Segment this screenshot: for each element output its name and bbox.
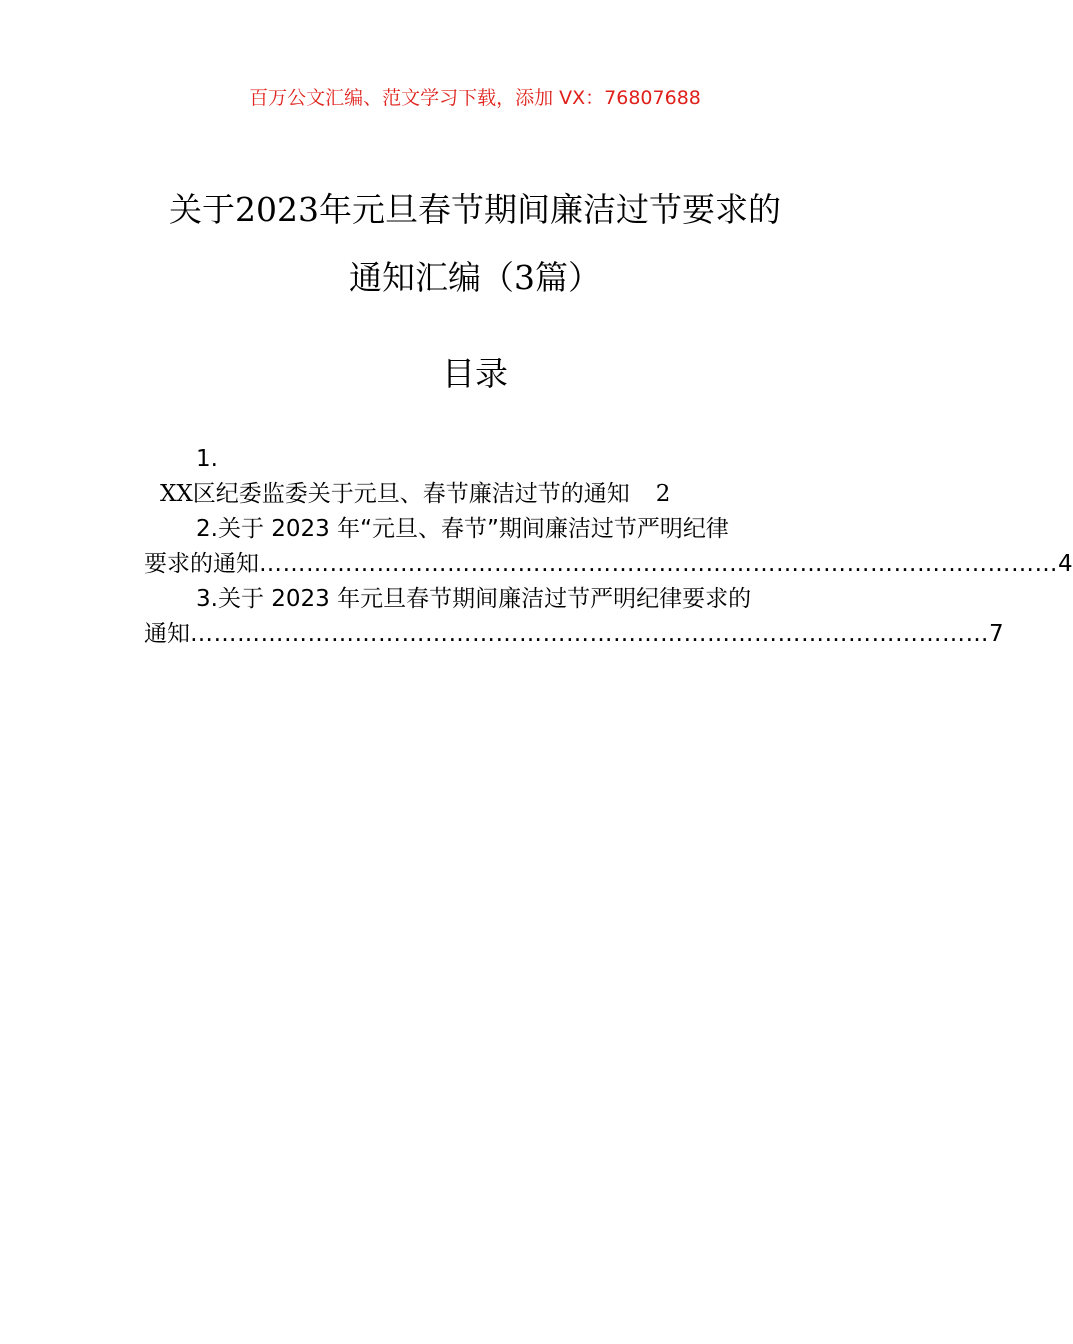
title-line-1-pre: 关于 (169, 190, 235, 229)
toc-item-2-page: 4 (1058, 551, 1073, 577)
title-line-2 (100, 244, 850, 312)
title-line-1-post: 年元旦春节期间廉洁过节要求的 (318, 190, 781, 229)
toc-item-3-page: 7 (989, 621, 1004, 647)
toc-item-2-line-1[interactable]: 2.关于 2023 年“元旦、春节”期间廉洁过节严明纪律 (196, 516, 729, 542)
toc-item-1-number[interactable]: 1. (196, 446, 218, 472)
document-title (100, 176, 850, 312)
header-watermark-note: 百万公文汇编、范文学习下载，添加 VX：76807688 (249, 87, 701, 109)
title-line-1 (100, 176, 850, 244)
table-of-contents (144, 442, 1073, 652)
title-line-2-pre: 通知汇编（ (349, 258, 514, 297)
toc-item-3-line-1[interactable]: 3.关于 2023 年元旦春节期间廉洁过节严明纪律要求的 (196, 586, 752, 612)
toc-item-1-title: 区纪委监委关于元旦、春节廉洁过节的通知 (192, 481, 630, 507)
toc-item-1[interactable] (144, 477, 806, 512)
title-line-2-post: 篇） (535, 258, 601, 297)
toc-item-2-line-2[interactable] (144, 547, 1073, 582)
title-year: 2023 (235, 190, 319, 229)
title-count: 3 (514, 258, 535, 297)
toc-item-1-page: 2 (655, 481, 671, 507)
toc-item-2-leader: ………………………………………………………………………………………… (259, 551, 1058, 577)
toc-item-3-title-end: 通知 (144, 621, 190, 647)
toc-heading: 目录 (442, 354, 508, 393)
toc-item-3-line-2[interactable] (144, 617, 1004, 652)
toc-item-1-prefix: XX (160, 481, 193, 507)
toc-item-3-leader: ………………………………………………………………………………………… (190, 621, 989, 647)
toc-item-2-title-end: 要求的通知 (144, 551, 259, 577)
